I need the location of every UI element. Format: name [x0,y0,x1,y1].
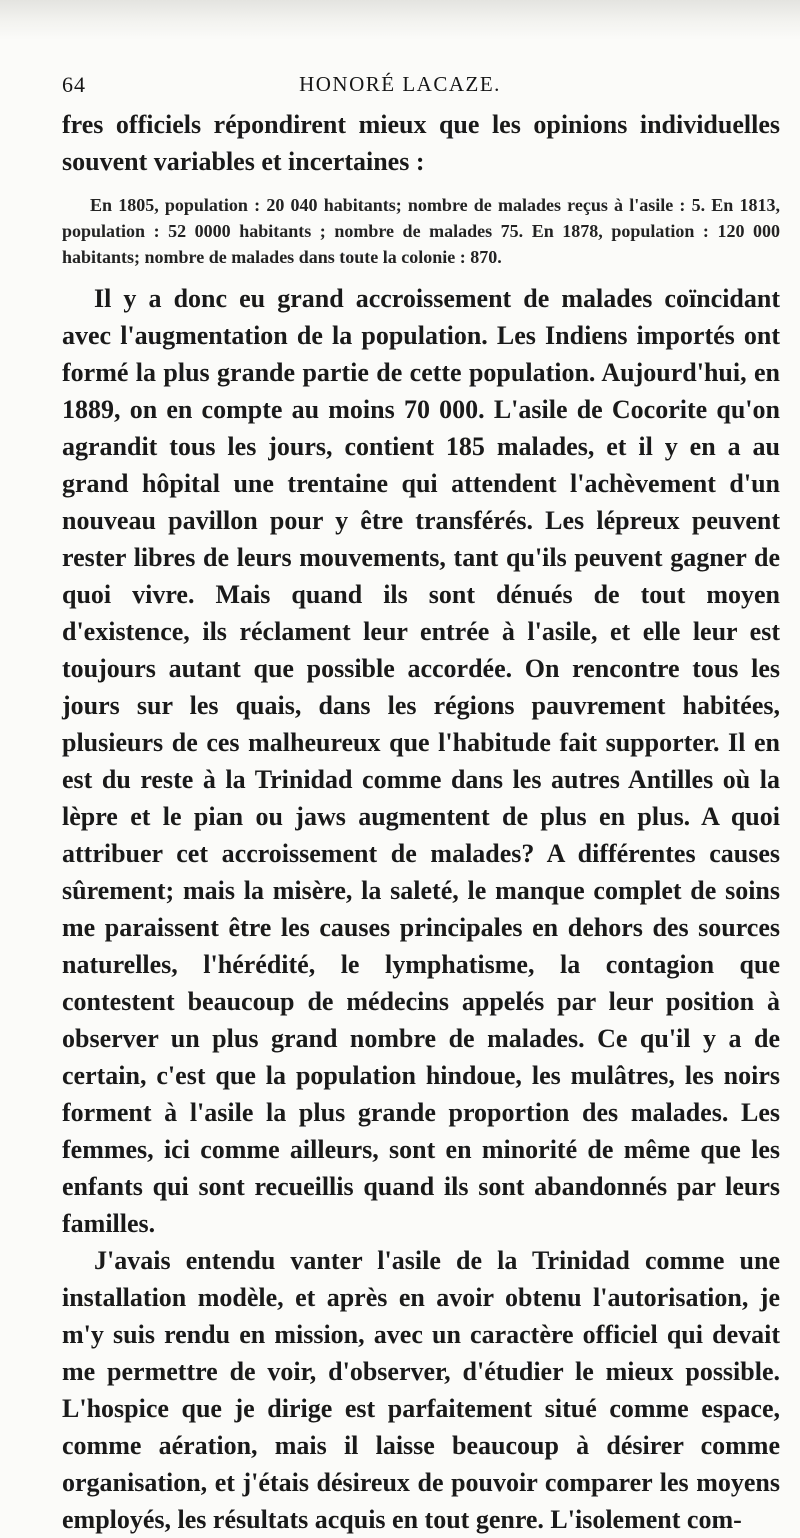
paragraph-continuation: fres officiels répondirent mieux que les opinions individuelles souvent variables et incertaines : [62,110,780,176]
paragraph-asile-visit: J'avais entendu vanter l'asile de la Trinidad comme une installation modèle, et après en avoir obtenu l'autorisation, je m'y suis rendu en mission, avec un caractère officiel qui devait me permettre de voir, d'observer, d'étudier le mieux possible. L'hospice que je dirige est parfaitement situé comme espace, comme aération, mais il laisse beaucoup à désirer comme organisation, et j'étais désireux de pouvoir comparer les moyens employés, les résultats acquis en tout genre. L'isolement com- [62,1246,780,1534]
scan-top-edge [0,0,800,40]
running-header [0,72,800,106]
statistics-note: En 1805, population : 20 040 habitants; nombre de malades reçus à l'asile : 5. En 1813, population : 52 0000 habitants ; nombre de malades 75. En 1878, population : 120 000 habitants; nombre de malades dans toute la colonie : 870. [62,195,780,267]
paragraph-population-growth: Il y a donc eu grand accroissement de malades coïncidant avec l'augmentation de la population. Les Indiens importés ont formé la plus grande partie de cette population. Aujourd'hui, en 1889, on en compte au moins 70 000. L'asile de Cocorite qu'on agrandit tous les jours, contient 185 malades, et il y en a au grand hôpital une trentaine qui attendent l'achèvement d'un nouveau pavillon pour y être transférés. Les lépreux peuvent rester libres de leurs mouvements, tant qu'ils peuvent gagner de quoi vivre. Mais quand ils sont dénués de tout moyen d'existence, ils réclament leur entrée à l'asile, et elle leur est toujours autant que possible accordée. On rencontre tous les jours sur les quais, dans les régions pauvrement habitées, plusieurs de ces malheureux que l'habitude fait supporter. Il en est du reste à la Trinidad comme dans les autres Antilles où la lèpre et le pian ou jaws augmentent de plus en plus. A quoi attribuer cet accroissement de malades? A différentes causes sûrement; mais la misère, la saleté, le manque complet de soins me paraissent être les causes principales en dehors des sources naturelles, l'hérédité, le lymphatisme, la contagion que contestent beaucoup de médecins appelés par leur position à observer un plus grand nombre de malades. Ce qu'il y a de certain, c'est que la population hindoue, les mulâtres, les noirs forment à l'asile la plus grande proportion des malades. Les femmes, ici comme ailleurs, sont en minorité de même que les enfants qui sont recueillis quand ils sont abandonnés par leurs familles. [62,284,780,1238]
body-text [62,106,780,1538]
running-title: HONORÉ LACAZE. [299,72,501,96]
page-number: 64 [62,72,86,97]
